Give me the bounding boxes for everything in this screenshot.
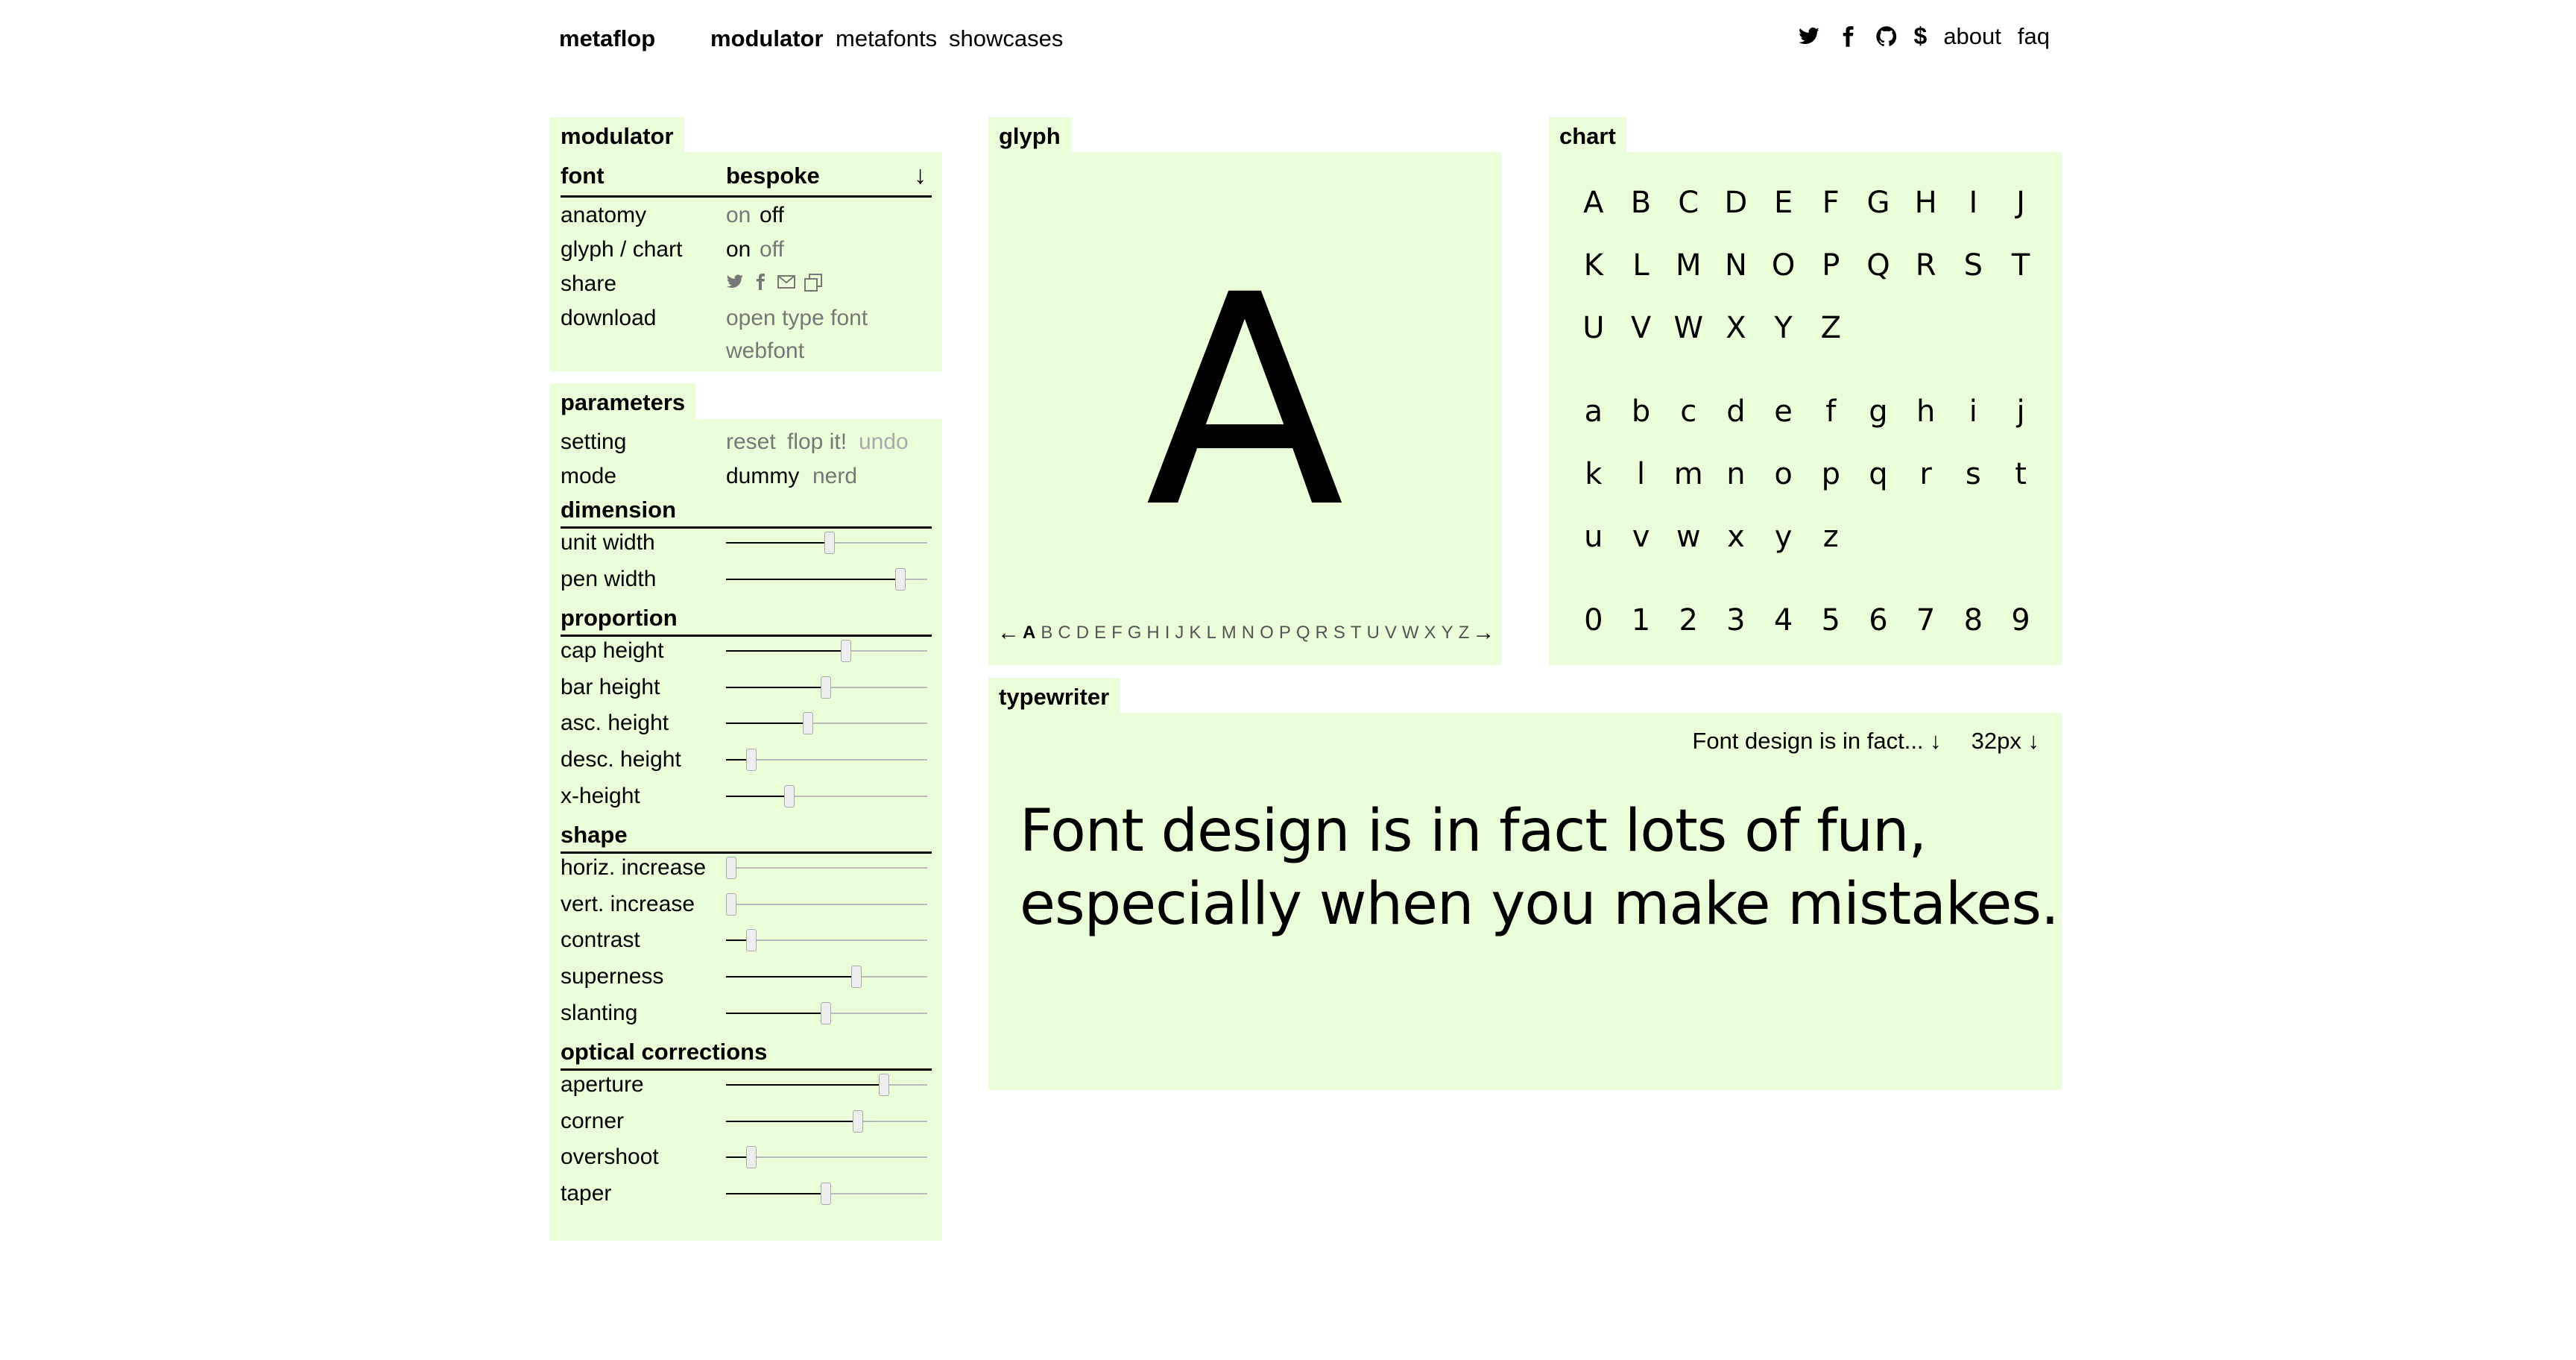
slider-label: unit width xyxy=(561,530,655,555)
slider-label: x-height xyxy=(561,783,640,808)
slider-handle[interactable] xyxy=(821,676,831,699)
chart-lowercase xyxy=(1570,380,2045,568)
twitter-icon[interactable] xyxy=(726,273,744,291)
slider-handle[interactable] xyxy=(895,568,906,591)
parameter-slider[interactable] xyxy=(726,638,927,664)
twitter-icon[interactable] xyxy=(1798,25,1820,48)
slider-handle[interactable] xyxy=(841,640,851,662)
chart-glyph[interactable]: 4 xyxy=(1773,603,1793,638)
mail-icon[interactable] xyxy=(777,273,796,291)
chart-glyph[interactable]: 5 xyxy=(1821,603,1840,638)
chart-glyph[interactable]: t xyxy=(2015,457,2027,491)
chart-glyph[interactable]: a xyxy=(1584,394,1603,429)
chart-glyph[interactable]: k xyxy=(1585,457,1603,491)
chart-glyph[interactable]: 0 xyxy=(1584,603,1603,638)
chart-glyph[interactable]: j xyxy=(2016,394,2025,429)
font-dropdown-arrow[interactable]: ↓ xyxy=(914,161,926,189)
chart-glyph[interactable]: z xyxy=(1822,520,1839,554)
chart-panel xyxy=(1549,152,2062,665)
slider-handle[interactable] xyxy=(803,712,813,734)
slider-track xyxy=(726,904,927,905)
chart-glyph[interactable]: x xyxy=(1727,520,1745,554)
parameter-slider[interactable] xyxy=(726,675,927,700)
github-icon[interactable] xyxy=(1875,25,1898,48)
chart-glyph[interactable]: s xyxy=(1965,457,1981,491)
chart-uppercase xyxy=(1570,171,2045,359)
typewriter-line-1: Font design is in fact lots of fun, xyxy=(1020,798,1927,865)
glyph-letter[interactable]: X xyxy=(1424,623,1437,643)
glyph-letter[interactable]: W xyxy=(1401,623,1420,643)
glyph-letter[interactable]: R xyxy=(1315,623,1329,643)
glyph-letter[interactable]: E xyxy=(1094,623,1108,643)
glyph-letter[interactable]: L xyxy=(1206,623,1217,643)
chart-glyph[interactable]: N xyxy=(1724,248,1747,283)
glyph-letter[interactable]: J xyxy=(1175,623,1185,643)
modulator-tab: modulator xyxy=(550,117,684,153)
nav-metafonts[interactable]: metafonts xyxy=(836,25,938,51)
chart-glyph[interactable]: p xyxy=(1821,457,1840,491)
chart-glyph[interactable]: C xyxy=(1678,186,1699,220)
chart-glyph[interactable]: e xyxy=(1774,394,1793,429)
chart-glyph[interactable]: d xyxy=(1726,394,1746,429)
glyph-letter[interactable]: P xyxy=(1278,623,1292,643)
chart-glyph[interactable]: G xyxy=(1866,186,1890,220)
faq-link[interactable]: faq xyxy=(2017,22,2050,49)
chart-glyph[interactable]: w xyxy=(1676,520,1701,554)
modulator-panel xyxy=(550,152,942,371)
chart-glyph[interactable]: c xyxy=(1680,394,1697,429)
typewriter-text[interactable] xyxy=(1020,795,2059,941)
glyph-letter[interactable]: A xyxy=(1023,623,1037,643)
undo-button[interactable]: undo xyxy=(859,429,909,454)
glyph-letter[interactable]: Y xyxy=(1441,623,1454,643)
chart-glyph[interactable]: u xyxy=(1584,520,1603,554)
slider-label: pen width xyxy=(561,566,657,591)
parameter-slider[interactable] xyxy=(726,711,927,736)
slider-label: asc. height xyxy=(561,711,669,736)
download-webfont[interactable]: webfont xyxy=(726,339,805,363)
slider-handle[interactable] xyxy=(879,1074,889,1096)
brand-logo[interactable]: metaflop xyxy=(559,25,656,51)
slider-fill xyxy=(726,976,857,978)
glyph-letter[interactable]: Z xyxy=(1458,623,1471,643)
typewriter-tab: typewriter xyxy=(988,678,1120,714)
chart-glyph[interactable]: V xyxy=(1630,311,1652,345)
prev-glyph-arrow[interactable]: ← xyxy=(997,620,1020,645)
slider-handle[interactable] xyxy=(851,966,862,988)
parameters-tab: parameters xyxy=(550,383,695,419)
glyph-letter[interactable]: F xyxy=(1111,623,1123,643)
slider-label: contrast xyxy=(561,928,640,953)
slider-fill xyxy=(726,722,809,724)
chart-glyph[interactable]: 8 xyxy=(1963,603,1983,638)
font-label: font xyxy=(561,163,604,189)
header-right xyxy=(1798,22,2050,50)
glyph-letter[interactable]: V xyxy=(1384,623,1398,643)
facebook-icon[interactable] xyxy=(1837,25,1859,48)
chart-glyph[interactable]: K xyxy=(1583,248,1603,283)
parameter-slider[interactable] xyxy=(726,1109,927,1134)
download-otf[interactable]: open type font xyxy=(726,306,868,330)
slider-fill xyxy=(726,1084,885,1086)
chart-glyph[interactable]: L xyxy=(1632,248,1650,283)
chart-glyph[interactable]: v xyxy=(1632,520,1650,554)
slider-handle[interactable] xyxy=(726,893,736,916)
chart-glyph[interactable]: F xyxy=(1822,186,1840,220)
chart-glyph[interactable]: E xyxy=(1773,186,1793,220)
chart-glyph[interactable]: 6 xyxy=(1869,603,1888,638)
glyph-letter[interactable]: M xyxy=(1221,623,1237,643)
chart-glyph[interactable]: I xyxy=(1969,186,1978,220)
sample-text-select[interactable]: Font design is in fact... ↓ xyxy=(1692,728,1942,754)
anatomy-off[interactable]: off xyxy=(760,203,784,227)
reset-button[interactable]: reset xyxy=(726,429,776,454)
chart-glyph[interactable]: i xyxy=(1969,394,1977,429)
glyph-letter[interactable]: H xyxy=(1146,623,1161,643)
setting-label: setting xyxy=(561,429,627,454)
slider-handle[interactable] xyxy=(821,1183,831,1205)
slider-label: aperture xyxy=(561,1072,644,1098)
download-label: download xyxy=(561,306,657,330)
chart-glyph[interactable]: q xyxy=(1869,457,1888,491)
glyph-letter[interactable]: C xyxy=(1058,623,1072,643)
dollar-icon[interactable]: $ xyxy=(1913,22,1928,49)
glyph-letter-list xyxy=(1020,623,1472,643)
glyph-letter[interactable]: B xyxy=(1041,623,1054,643)
slider-fill xyxy=(726,1193,827,1194)
chart-glyph[interactable]: H xyxy=(1914,186,1937,220)
chart-glyph[interactable]: S xyxy=(1963,248,1983,283)
chart-glyph[interactable]: X xyxy=(1726,311,1746,345)
section-heading: optical corrections xyxy=(561,1039,932,1071)
facebook-icon[interactable] xyxy=(751,273,769,291)
font-divider xyxy=(561,195,932,198)
slider-label: vert. increase xyxy=(561,891,695,916)
chart-glyph[interactable]: M xyxy=(1675,248,1702,283)
anatomy-label: anatomy xyxy=(561,203,647,227)
section-heading: dimension xyxy=(561,497,932,529)
glyph-panel xyxy=(988,152,1501,665)
chart-glyph[interactable]: m xyxy=(1673,457,1703,491)
chart-glyph[interactable]: Q xyxy=(1866,248,1890,283)
font-size-select[interactable]: 32px ↓ xyxy=(1971,728,2039,754)
chart-glyph[interactable]: J xyxy=(2016,186,2025,220)
slider-label: corner xyxy=(561,1108,625,1133)
slider-handle[interactable] xyxy=(821,1002,831,1024)
slider-handle[interactable] xyxy=(746,1146,757,1168)
slider-label: cap height xyxy=(561,638,664,664)
glyph-chart-on[interactable]: on xyxy=(726,237,751,262)
slider-handle[interactable] xyxy=(853,1110,863,1133)
slider-label: overshoot xyxy=(561,1145,659,1170)
glyph-letter[interactable]: N xyxy=(1241,623,1256,643)
slider-fill xyxy=(726,796,790,797)
glyph-letter[interactable]: U xyxy=(1366,623,1380,643)
slider-handle[interactable] xyxy=(784,785,795,808)
glyph-letter[interactable]: T xyxy=(1350,623,1363,643)
parameter-slider[interactable] xyxy=(726,784,927,809)
about-link[interactable]: about xyxy=(1943,22,2001,49)
chart-glyph[interactable]: 9 xyxy=(2011,603,2030,638)
parameter-slider[interactable] xyxy=(726,747,927,772)
chart-glyph[interactable]: U xyxy=(1582,311,1605,345)
glyph-tab: glyph xyxy=(988,117,1071,153)
glyph-letter[interactable]: D xyxy=(1076,623,1090,643)
parameter-slider[interactable] xyxy=(726,928,927,953)
chart-digits xyxy=(1570,589,2045,652)
chart-glyph[interactable]: 2 xyxy=(1679,603,1698,638)
glyph-chart-off[interactable]: off xyxy=(760,237,784,262)
slider-handle[interactable] xyxy=(824,532,835,554)
glyph-letter[interactable]: I xyxy=(1164,623,1171,643)
parameters-panel xyxy=(550,419,942,1241)
glyph-navigator xyxy=(988,620,1501,646)
slider-label: desc. height xyxy=(561,747,681,772)
nav-modulator[interactable]: modulator xyxy=(710,25,824,51)
glyph-letter[interactable]: O xyxy=(1260,623,1275,643)
mode-dummy[interactable]: dummy xyxy=(726,464,800,488)
parameter-slider[interactable] xyxy=(726,855,927,881)
chart-glyph[interactable]: g xyxy=(1869,394,1888,429)
chart-glyph[interactable]: D xyxy=(1724,186,1748,220)
chart-glyph[interactable]: n xyxy=(1726,457,1746,491)
chart-glyph[interactable]: r xyxy=(1919,457,1932,491)
chart-glyph[interactable]: P xyxy=(1822,248,1840,283)
chart-glyph[interactable]: 7 xyxy=(1916,603,1936,638)
slider-label: bar height xyxy=(561,674,660,699)
slider-track xyxy=(726,867,927,869)
section-heading: proportion xyxy=(561,605,932,637)
chart-glyph[interactable]: b xyxy=(1631,394,1651,429)
chart-glyph[interactable]: O xyxy=(1771,248,1796,283)
chart-glyph[interactable]: 1 xyxy=(1631,603,1651,638)
glyph-letter[interactable]: Q xyxy=(1295,623,1311,643)
font-select[interactable]: bespoke xyxy=(726,163,820,189)
slider-label: taper xyxy=(561,1181,612,1206)
parameter-slider[interactable] xyxy=(726,1001,927,1026)
chart-glyph[interactable]: l xyxy=(1636,457,1646,491)
slider-fill xyxy=(726,542,830,544)
chart-glyph[interactable]: A xyxy=(1583,186,1604,220)
parameter-slider[interactable] xyxy=(726,1145,927,1170)
chart-glyph[interactable]: h xyxy=(1916,394,1936,429)
chart-glyph[interactable]: o xyxy=(1774,457,1793,491)
chart-glyph[interactable]: 3 xyxy=(1726,603,1746,638)
glyph-letter[interactable]: G xyxy=(1127,623,1143,643)
slider-fill xyxy=(726,579,901,580)
section-heading: shape xyxy=(561,822,932,854)
slider-handle[interactable] xyxy=(746,929,757,951)
chart-glyph[interactable]: y xyxy=(1774,520,1793,554)
slider-fill xyxy=(726,650,847,652)
glyph-chart-label: glyph / chart xyxy=(561,237,683,262)
next-glyph-arrow[interactable]: → xyxy=(1472,620,1496,645)
glyph-preview: A xyxy=(1145,233,1345,571)
copy-icon[interactable] xyxy=(804,273,823,292)
parameter-slider[interactable] xyxy=(726,530,927,555)
slider-handle[interactable] xyxy=(746,749,757,771)
typewriter-panel xyxy=(988,713,2062,1090)
share-icons xyxy=(726,273,823,292)
slider-handle[interactable] xyxy=(726,857,736,879)
chart-glyph[interactable]: W xyxy=(1673,311,1703,345)
nav-showcases[interactable]: showcases xyxy=(949,25,1064,51)
typewriter-line-2: especially when you make mistakes. xyxy=(1020,871,2059,938)
slider-label: horiz. increase xyxy=(561,855,707,881)
slider-fill xyxy=(726,1121,859,1122)
typewriter-controls xyxy=(1692,728,2039,755)
parameter-slider[interactable] xyxy=(726,1072,927,1098)
chart-tab: chart xyxy=(1549,117,1626,153)
chart-glyph[interactable]: R xyxy=(1915,248,1936,283)
parameter-slider[interactable] xyxy=(726,567,927,592)
chart-glyph[interactable]: f xyxy=(1825,394,1837,429)
share-label: share xyxy=(561,271,617,296)
anatomy-on[interactable]: on xyxy=(726,203,751,227)
slider-fill xyxy=(726,687,827,688)
chart-glyph[interactable]: B xyxy=(1630,186,1652,220)
glyph-letter[interactable]: K xyxy=(1189,623,1202,643)
parameter-slider[interactable] xyxy=(726,892,927,917)
slider-label: superness xyxy=(561,964,664,989)
parameter-slider[interactable] xyxy=(726,1181,927,1206)
chart-glyph[interactable]: T xyxy=(2011,248,2030,283)
mode-label: mode xyxy=(561,464,617,488)
slider-fill xyxy=(726,1013,827,1014)
slider-label: slanting xyxy=(561,1000,638,1025)
chart-glyph[interactable]: Y xyxy=(1774,311,1793,345)
mode-nerd[interactable]: nerd xyxy=(812,464,858,488)
parameter-slider[interactable] xyxy=(726,964,927,989)
glyph-letter[interactable]: S xyxy=(1333,623,1346,643)
chart-glyph[interactable]: Z xyxy=(1820,311,1841,345)
flop-it-button[interactable]: flop it! xyxy=(787,429,847,454)
